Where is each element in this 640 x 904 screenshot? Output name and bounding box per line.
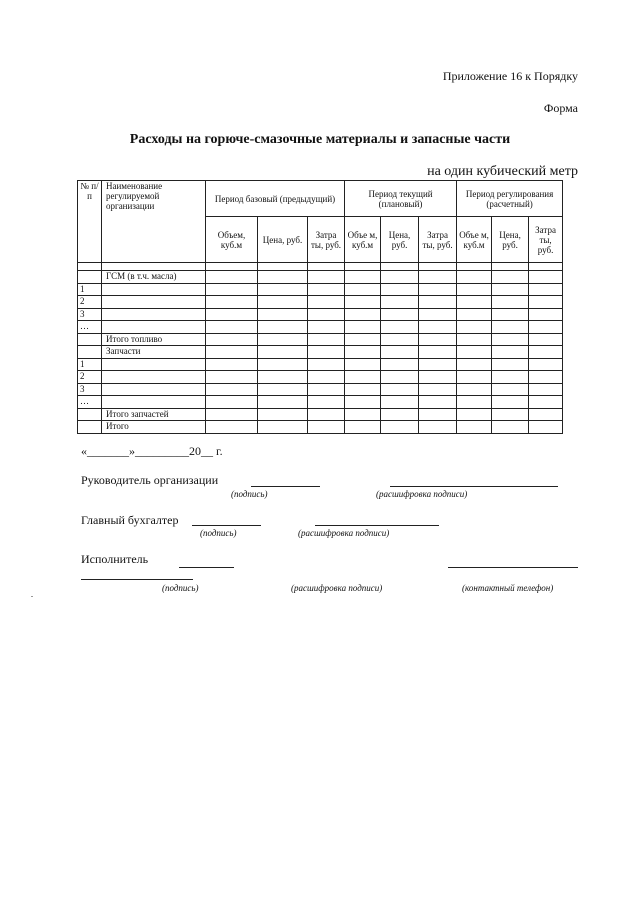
manager-signature-hint: (подпись) <box>231 489 268 499</box>
value-cell <box>492 333 529 346</box>
value-cell <box>206 358 258 371</box>
value-cell <box>419 408 457 421</box>
row-number: 1 <box>78 283 102 296</box>
value-cell <box>529 421 563 434</box>
manager-decoding-hint: (расшифровка подписи) <box>376 489 468 499</box>
executor-decoding-hint: (расшифровка подписи) <box>291 583 383 593</box>
row-number: 2 <box>78 371 102 384</box>
accountant-signature-hint: (подпись) <box>200 528 237 538</box>
value-cell <box>206 296 258 309</box>
value-cell <box>206 421 258 434</box>
value-cell <box>308 296 345 309</box>
value-cell <box>345 421 381 434</box>
value-cell <box>529 321 563 334</box>
value-cell <box>457 396 492 409</box>
value-cell <box>419 296 457 309</box>
manager-decoding-line <box>390 486 558 487</box>
value-cell <box>529 333 563 346</box>
value-cell <box>492 421 529 434</box>
header-period-base: Период базовый (предыдущий) <box>206 181 345 217</box>
subheader-cost: Затра ты, руб. <box>529 217 563 263</box>
row-name: Итого <box>102 421 206 434</box>
value-cell <box>308 358 345 371</box>
subheader-price: Цена, руб. <box>258 217 308 263</box>
row-number: 1 <box>78 358 102 371</box>
value-cell <box>206 383 258 396</box>
value-cell <box>258 408 308 421</box>
value-cell <box>206 308 258 321</box>
value-cell <box>419 308 457 321</box>
value-cell <box>457 271 492 284</box>
value-cell <box>345 271 381 284</box>
table-row <box>78 408 563 421</box>
value-cell <box>345 321 381 334</box>
value-cell <box>308 371 345 384</box>
date-line: «_______»_________20__ г. <box>81 444 223 458</box>
value-cell <box>381 296 419 309</box>
row-name <box>102 396 206 409</box>
row-name <box>102 283 206 296</box>
value-cell <box>258 396 308 409</box>
table-row <box>78 358 563 371</box>
value-cell <box>457 371 492 384</box>
table-row <box>78 271 563 284</box>
value-cell <box>492 408 529 421</box>
value-cell <box>492 383 529 396</box>
value-cell <box>345 283 381 296</box>
value-cell <box>258 421 308 434</box>
value-cell <box>345 396 381 409</box>
value-cell <box>457 296 492 309</box>
row-number <box>78 346 102 359</box>
value-cell <box>381 308 419 321</box>
value-cell <box>492 321 529 334</box>
table-row <box>78 308 563 321</box>
value-cell <box>345 371 381 384</box>
header-name: Наименование регулируемой организации <box>102 181 206 263</box>
value-cell <box>529 358 563 371</box>
value-cell <box>529 371 563 384</box>
table-row <box>78 346 563 359</box>
value-cell <box>492 358 529 371</box>
value-cell <box>308 408 345 421</box>
row-number <box>78 408 102 421</box>
value-cell <box>381 271 419 284</box>
value-cell <box>457 321 492 334</box>
value-cell <box>308 333 345 346</box>
value-cell <box>529 383 563 396</box>
value-cell <box>381 421 419 434</box>
table-row <box>78 421 563 434</box>
value-cell <box>258 296 308 309</box>
form-label: Форма <box>543 101 578 115</box>
row-number <box>78 421 102 434</box>
row-name: Итого топливо <box>102 333 206 346</box>
value-cell <box>529 283 563 296</box>
executor-label: Исполнитель <box>81 552 149 566</box>
value-cell <box>529 408 563 421</box>
value-cell <box>206 396 258 409</box>
value-cell <box>419 383 457 396</box>
value-cell <box>381 333 419 346</box>
table-row <box>78 383 563 396</box>
value-cell <box>419 283 457 296</box>
value-cell <box>258 271 308 284</box>
value-cell <box>492 296 529 309</box>
header-period-regulation: Период регулирования (расчетный) <box>457 181 563 217</box>
value-cell <box>381 408 419 421</box>
value-cell <box>308 396 345 409</box>
value-cell <box>419 271 457 284</box>
value-cell <box>492 346 529 359</box>
value-cell <box>419 358 457 371</box>
row-name: Итого запчастей <box>102 408 206 421</box>
row-name: Запчасти <box>102 346 206 359</box>
value-cell <box>381 383 419 396</box>
value-cell <box>381 321 419 334</box>
value-cell <box>419 346 457 359</box>
value-cell <box>529 396 563 409</box>
value-cell <box>206 333 258 346</box>
appendix-label: Приложение 16 к Порядку <box>442 69 578 83</box>
subheader-price: Цена, руб. <box>492 217 529 263</box>
value-cell <box>345 408 381 421</box>
value-cell <box>308 383 345 396</box>
manager-signature-line <box>251 486 320 487</box>
value-cell <box>308 421 345 434</box>
value-cell <box>529 271 563 284</box>
row-name <box>102 308 206 321</box>
value-cell <box>206 271 258 284</box>
manager-label: Руководитель организации <box>81 473 219 487</box>
value-cell <box>492 271 529 284</box>
value-cell <box>457 358 492 371</box>
table-row <box>78 283 563 296</box>
subheader-price: Цена, руб. <box>381 217 419 263</box>
row-number: 3 <box>78 383 102 396</box>
value-cell <box>381 358 419 371</box>
value-cell <box>258 358 308 371</box>
row-name <box>102 371 206 384</box>
value-cell <box>206 408 258 421</box>
value-cell <box>345 346 381 359</box>
value-cell <box>381 371 419 384</box>
value-cell <box>206 283 258 296</box>
value-cell <box>457 346 492 359</box>
value-cell <box>492 371 529 384</box>
value-cell <box>206 371 258 384</box>
row-name: ГСМ (в т.ч. масла) <box>102 271 206 284</box>
row-number: 2 <box>78 296 102 309</box>
accountant-decoding-line <box>315 525 439 526</box>
value-cell <box>345 333 381 346</box>
row-number: 3 <box>78 308 102 321</box>
value-cell <box>258 283 308 296</box>
page-title: Расходы на горюче-смазочные материалы и запасные части <box>129 132 511 147</box>
value-cell <box>258 383 308 396</box>
value-cell <box>381 396 419 409</box>
row-number <box>78 333 102 346</box>
value-cell <box>308 283 345 296</box>
table-row <box>78 396 563 409</box>
executor-decoding-line <box>81 579 193 580</box>
row-name <box>102 383 206 396</box>
subheader-volume: Объе м, куб.м <box>345 217 381 263</box>
value-cell <box>258 321 308 334</box>
value-cell <box>529 296 563 309</box>
value-cell <box>457 283 492 296</box>
row-number: … <box>78 321 102 334</box>
header-period-current: Период текущий (плановый) <box>345 181 457 217</box>
subheader-volume: Объе м, куб.м <box>457 217 492 263</box>
table-row <box>78 296 563 309</box>
value-cell <box>381 346 419 359</box>
executor-signature-line <box>179 567 234 568</box>
value-cell <box>457 308 492 321</box>
value-cell <box>457 333 492 346</box>
row-name <box>102 296 206 309</box>
subheader-cost: Затра ты, руб. <box>308 217 345 263</box>
value-cell <box>419 396 457 409</box>
table-row <box>78 321 563 334</box>
value-cell <box>258 333 308 346</box>
executor-phone-hint: (контактный телефон) <box>462 583 554 593</box>
spacer-row <box>78 263 563 271</box>
row-name <box>102 321 206 334</box>
value-cell <box>308 271 345 284</box>
value-cell <box>457 408 492 421</box>
value-cell <box>345 308 381 321</box>
value-cell <box>492 396 529 409</box>
row-number <box>78 271 102 284</box>
accountant-signature-line <box>192 525 261 526</box>
value-cell <box>457 421 492 434</box>
value-cell <box>419 321 457 334</box>
value-cell <box>419 333 457 346</box>
value-cell <box>492 308 529 321</box>
value-cell <box>258 371 308 384</box>
value-cell <box>308 321 345 334</box>
value-cell <box>345 383 381 396</box>
value-cell <box>529 308 563 321</box>
unit-subtitle: на один кубический метр <box>427 164 578 179</box>
executor-signature-hint: (подпись) <box>162 583 199 593</box>
value-cell <box>529 346 563 359</box>
value-cell <box>206 321 258 334</box>
row-name <box>102 358 206 371</box>
table-row <box>78 371 563 384</box>
value-cell <box>345 296 381 309</box>
value-cell <box>206 346 258 359</box>
accountant-decoding-hint: (расшифровка подписи) <box>298 528 390 538</box>
expenses-table <box>77 180 563 434</box>
value-cell <box>345 358 381 371</box>
value-cell <box>457 383 492 396</box>
value-cell <box>258 346 308 359</box>
value-cell <box>419 421 457 434</box>
scan-speck <box>31 596 33 597</box>
value-cell <box>308 308 345 321</box>
subheader-volume: Объем, куб.м <box>206 217 258 263</box>
value-cell <box>419 371 457 384</box>
subheader-cost: Затра ты, руб. <box>419 217 457 263</box>
value-cell <box>381 283 419 296</box>
value-cell <box>308 346 345 359</box>
header-num: № п/п <box>78 181 102 263</box>
row-number: … <box>78 396 102 409</box>
value-cell <box>258 308 308 321</box>
executor-phone-line <box>448 567 578 568</box>
table-row <box>78 333 563 346</box>
accountant-label: Главный бухгалтер <box>81 513 179 527</box>
value-cell <box>492 283 529 296</box>
